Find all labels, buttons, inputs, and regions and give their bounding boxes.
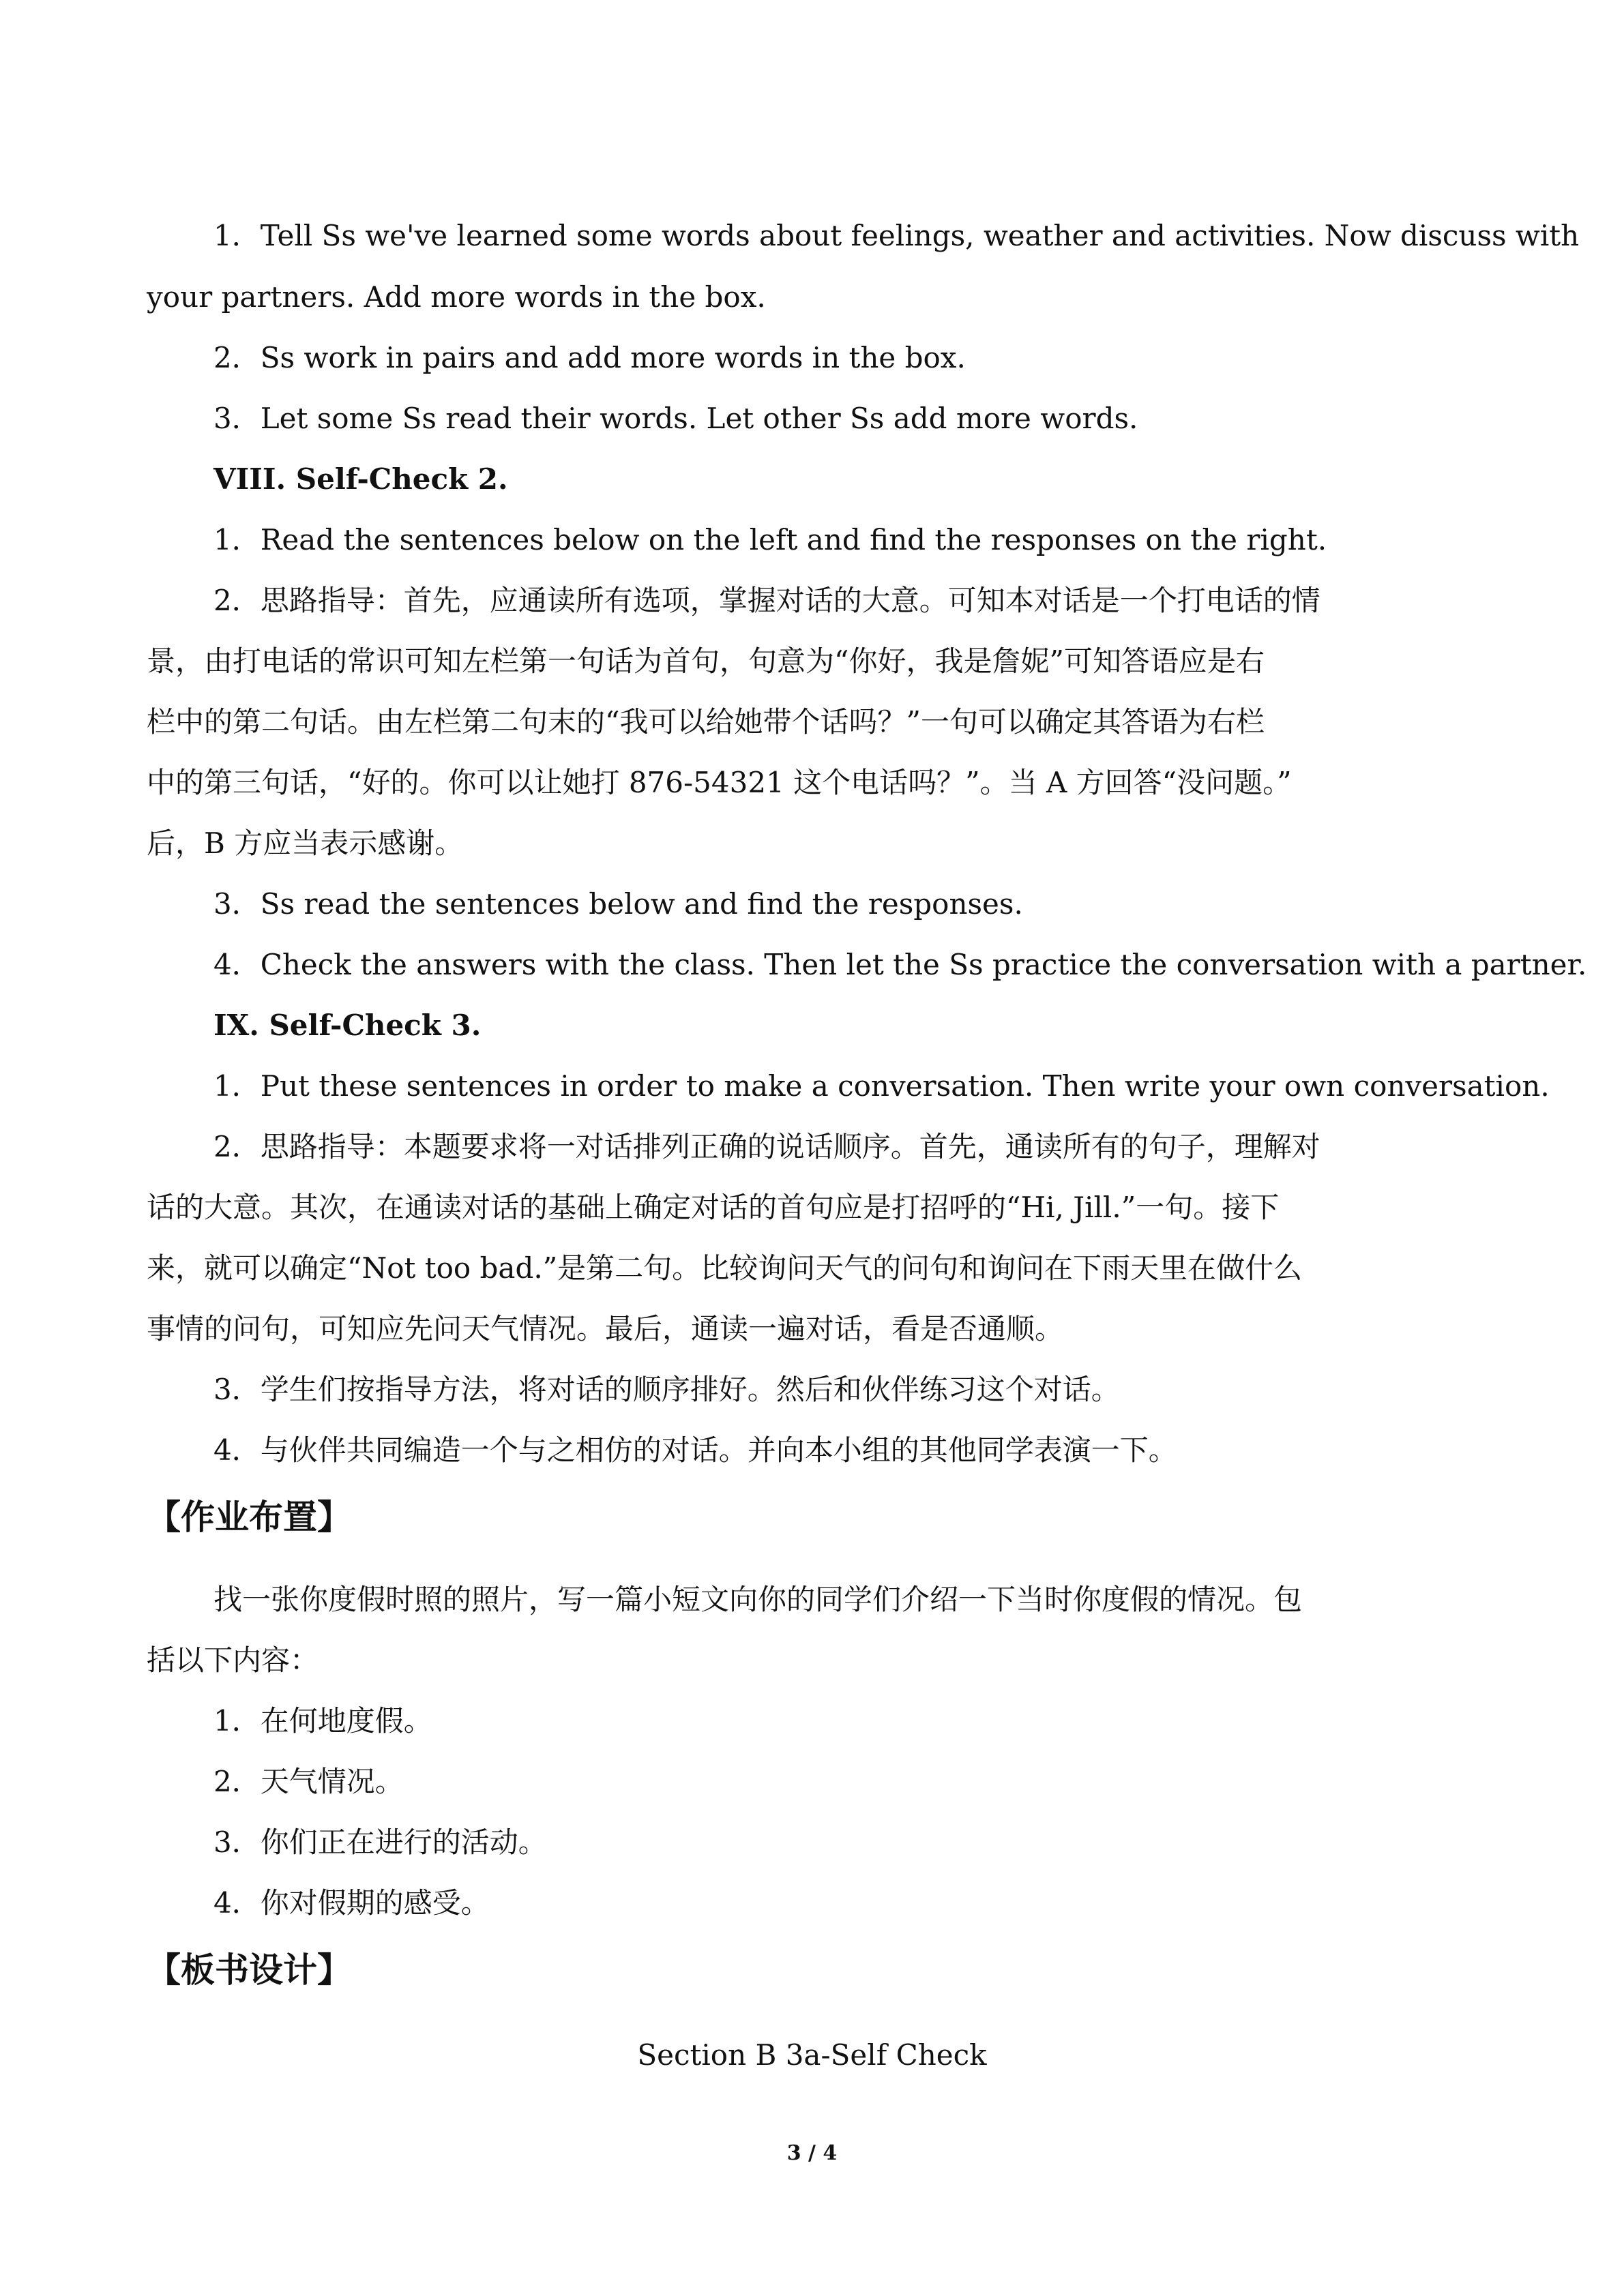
- homework-line: 4．你对假期的感受。: [213, 1886, 490, 1920]
- paragraph-line: 中的第三句话，“好的。你可以让她打 876-54321 这个电话吗？”。当 A 方回答“没问题。”: [147, 766, 1292, 799]
- paragraph-line: 2．思路指导：本题要求将一对话排列正确的说话顺序。首先，通读所有的句子，理解对: [213, 1130, 1320, 1163]
- paragraph-line: 2．思路指导：首先，应通读所有选项，掌握对话的大意。可知本对话是一个打电话的情: [213, 584, 1320, 617]
- paragraph-line: 2．Ss work in pairs and add more words in the box.: [213, 341, 966, 374]
- paragraph-line: 话的大意。其次，在通读对话的基础上确定对话的首句应是打招呼的“Hi, Jill.”一句。接下: [147, 1191, 1280, 1224]
- paragraph-line: 1．Read the sentences below on the left and find the responses on the right.: [213, 523, 1327, 556]
- paragraph-line: 栏中的第二句话。由左栏第二句末的“我可以给她带个话吗？”一句可以确定其答语为右栏: [147, 705, 1265, 739]
- paragraph-line: 3．Let some Ss read their words. Let other Ss add more words.: [213, 402, 1138, 435]
- paragraph-line: 4．与伙伴共同编造一个与之相仿的对话。并向本小组的其他同学表演一下。: [213, 1433, 1177, 1467]
- paragraph-line: 1．Put these sentences in order to make a conversation. Then write your own conversation.: [213, 1069, 1550, 1103]
- paragraph-line: 景，由打电话的常识可知左栏第一句话为首句，句意为“你好，我是詹妮”可知答语应是右: [147, 644, 1265, 678]
- homework-heading: 【作业布置】: [147, 1497, 351, 1537]
- paragraph-line: 3．学生们按指导方法，将对话的顺序排好。然后和伙伴练习这个对话。: [213, 1373, 1120, 1406]
- board-title: Section B 3a-Self Check: [637, 2038, 987, 2072]
- subsection-heading: IX. Self-Check 3.: [213, 1009, 482, 1042]
- page-number: 3 / 4: [786, 2141, 838, 2165]
- paragraph-line: 4．Check the answers with the class. Then let the Ss practice the conversation with a partner.: [213, 948, 1587, 981]
- homework-line: 找一张你度假时照的照片，写一篇小短文向你的同学们介绍一下当时你度假的情况。包: [213, 1583, 1303, 1616]
- paragraph-line: 3．Ss read the sentences below and find the responses.: [213, 887, 1023, 921]
- paragraph-line: your partners. Add more words in the box.: [147, 280, 766, 314]
- homework-line: 括以下内容：: [147, 1643, 319, 1677]
- paragraph-line: 后，B 方应当表示感谢。: [147, 826, 464, 860]
- subsection-heading: VIII. Self-Check 2.: [213, 462, 508, 496]
- paragraph-line: 1．Tell Ss we've learned some words about feelings, weather and activities. Now discuss with: [213, 219, 1580, 252]
- board-design-heading: 【板书设计】: [147, 1950, 351, 1990]
- paragraph-line: 事情的问句，可知应先问天气情况。最后，通读一遍对话，看是否通顺。: [147, 1312, 1064, 1345]
- paragraph-line: 来，就可以确定“Not too bad.”是第二句。比较询问天气的问句和询问在下雨天里在做什么: [147, 1251, 1303, 1285]
- homework-line: 2．天气情况。: [213, 1765, 404, 1798]
- homework-line: 1．在何地度假。: [213, 1704, 432, 1738]
- homework-line: 3．你们正在进行的活动。: [213, 1825, 547, 1859]
